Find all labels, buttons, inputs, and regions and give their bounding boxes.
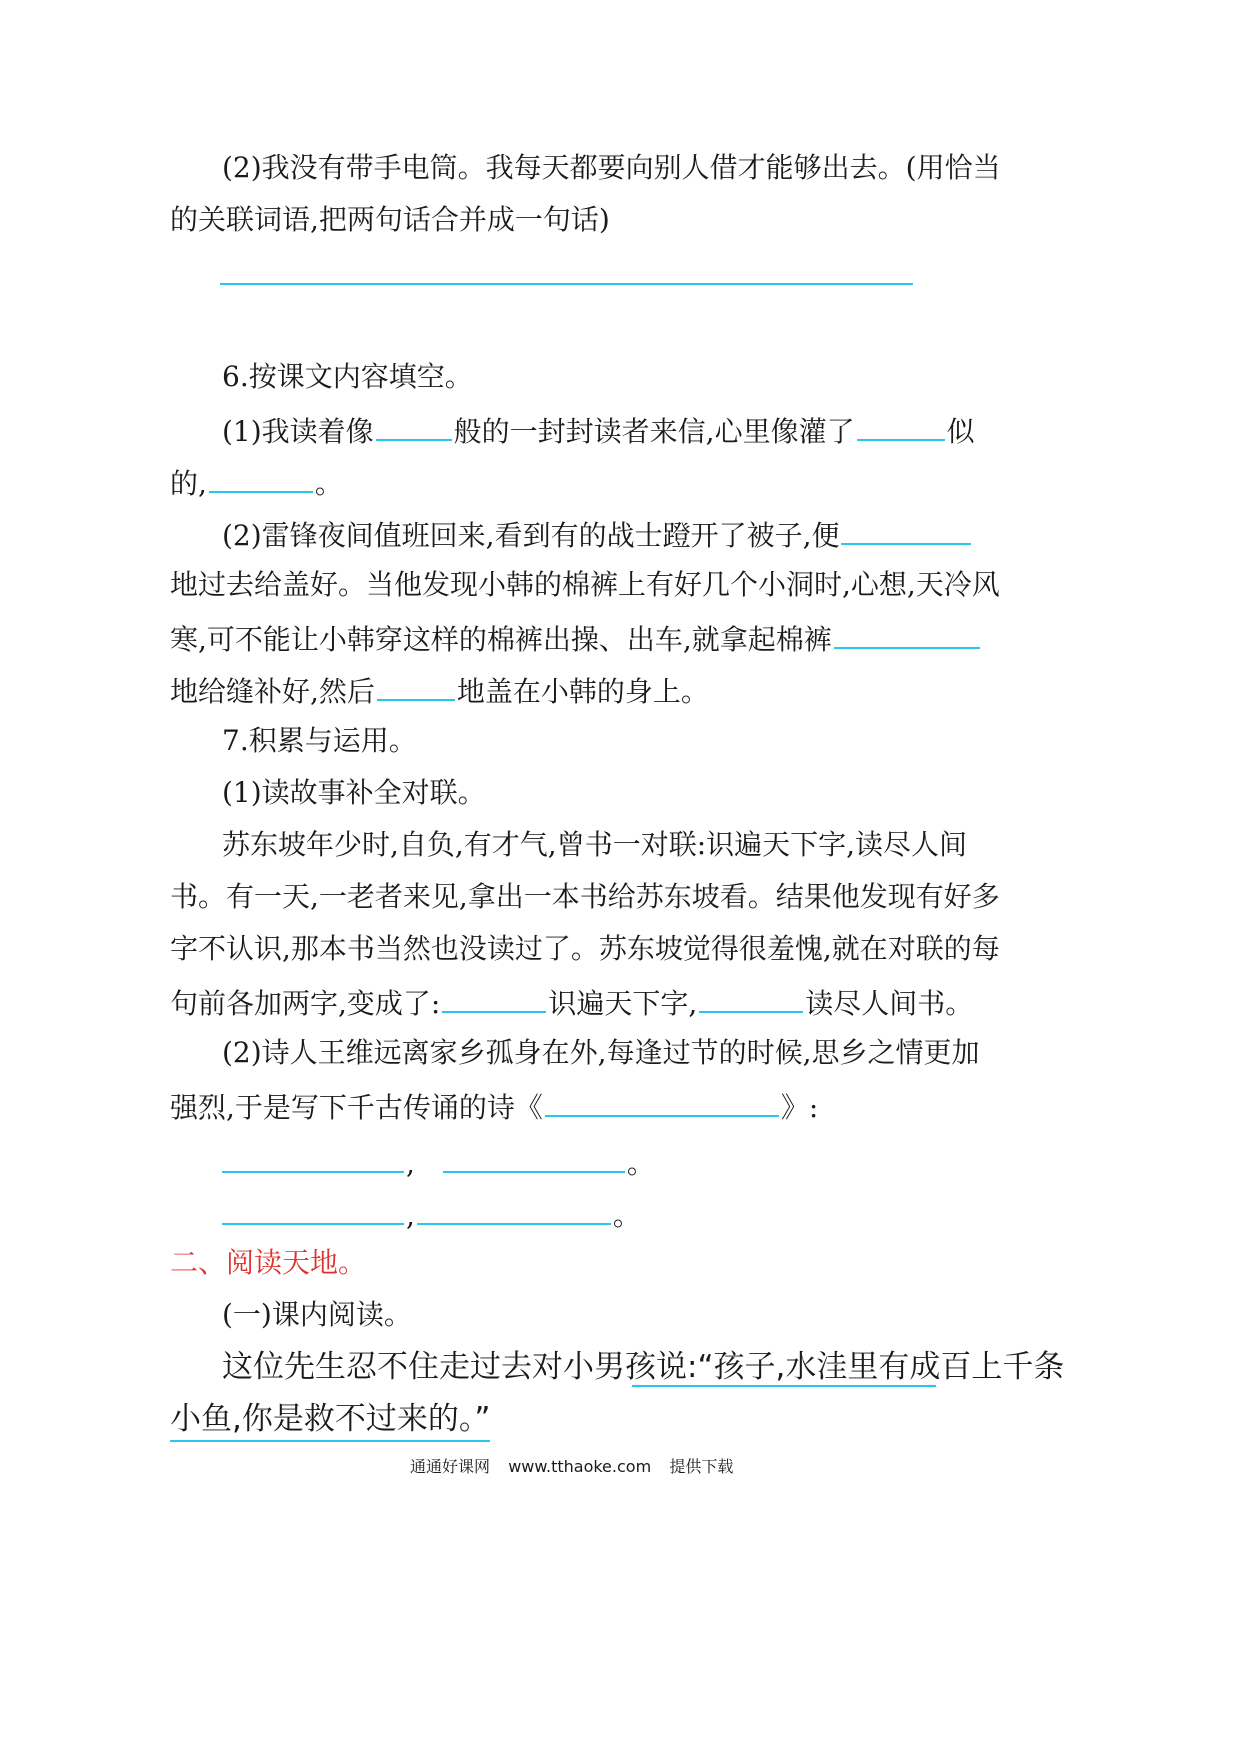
answer-line[interactable] xyxy=(220,283,913,285)
fill-blank[interactable] xyxy=(222,1193,404,1225)
passage-text-2: 小鱼,你是救不过来的。” xyxy=(170,1401,490,1442)
q6-1-line-1 xyxy=(222,409,975,452)
passage-line-2 xyxy=(170,1399,490,1439)
q6-1-text-b: 般的一封封读者来信,心里像灌了 xyxy=(453,415,855,448)
q6-2-line-4 xyxy=(170,669,709,712)
fill-blank[interactable] xyxy=(834,617,980,649)
story-text-c: 读尽人间书。 xyxy=(805,987,974,1020)
passage-underline xyxy=(632,1385,936,1387)
poem-line-1 xyxy=(220,1141,655,1184)
footer-note: 提供下载 xyxy=(669,1457,734,1476)
fill-blank[interactable] xyxy=(443,1141,625,1173)
story-line-4 xyxy=(170,981,973,1024)
fill-blank[interactable] xyxy=(222,1141,404,1173)
q6-2-text-a: (2)雷锋夜间值班回来,看到有的战士蹬开了被子,便 xyxy=(222,519,840,552)
section-2-subheading: (一)课内阅读。 xyxy=(222,1298,412,1331)
poem-line-2 xyxy=(220,1193,641,1236)
fill-blank[interactable] xyxy=(376,409,452,441)
story-line-3: 字不认识,那本书当然也没读过了。苏东坡觉得很羞愧,就在对联的每 xyxy=(170,932,1000,965)
q6-2-text-e: 地盖在小韩的身上。 xyxy=(456,675,709,708)
q6-title: 6.按课文内容填空。 xyxy=(222,360,473,393)
fill-blank[interactable] xyxy=(209,461,313,493)
passage-line-1 xyxy=(222,1347,1064,1387)
fill-blank[interactable] xyxy=(857,409,945,441)
passage-text-1: 这位先生忍不住走过去对小男孩说:“孩子,水洼里有成百上千条 xyxy=(222,1349,1065,1385)
poem-period: 。 xyxy=(612,1199,641,1232)
section-2-heading: 二、阅读天地。 xyxy=(170,1246,367,1279)
q7-2-text-b: 》: xyxy=(780,1091,819,1124)
fill-blank[interactable] xyxy=(377,669,455,701)
q7-2-line-2 xyxy=(170,1085,818,1128)
footer-url[interactable]: www.tthaoke.com xyxy=(508,1457,652,1476)
q7-1-title: (1)读故事补全对联。 xyxy=(222,776,486,809)
poem-period: 。 xyxy=(626,1147,655,1180)
q5-2-line-1: (2)我没有带手电筒。我每天都要向别人借才能够出去。(用恰当 xyxy=(222,151,1001,184)
story-line-1: 苏东坡年少时,自负,有才气,曾书一对联:识遍天下字,读尽人间 xyxy=(222,828,968,861)
q6-2-line-1 xyxy=(222,513,973,556)
fill-blank[interactable] xyxy=(841,513,971,545)
q6-1-text-d: 的, xyxy=(170,467,207,500)
poem-title-blank[interactable] xyxy=(545,1085,779,1117)
q6-2-text-d: 地给缝补好,然后 xyxy=(170,675,375,708)
q5-2-line-2: 的关联词语,把两句话合并成一句话) xyxy=(170,203,610,236)
q6-1-text-c: 似 xyxy=(946,415,975,448)
poem-comma: , xyxy=(406,1147,415,1180)
story-text-a: 句前各加两字,变成了: xyxy=(170,987,441,1020)
q6-1-text-a: (1)我读着像 xyxy=(222,415,374,448)
q7-2-line-1: (2)诗人王维远离家乡孤身在外,每逢过节的时候,思乡之情更加 xyxy=(222,1036,980,1069)
q7-2-text-a: 强烈,于是写下千古传诵的诗《 xyxy=(170,1091,543,1124)
fill-blank[interactable] xyxy=(442,981,546,1013)
footer-site: 通通好课网 xyxy=(410,1457,491,1476)
q6-2-text-c: 寒,可不能让小韩穿这样的棉裤出操、出车,就拿起棉裤 xyxy=(170,623,832,656)
q6-1-text-e: 。 xyxy=(314,467,343,500)
q7-title: 7.积累与运用。 xyxy=(222,724,417,757)
fill-blank[interactable] xyxy=(699,981,803,1013)
fill-blank[interactable] xyxy=(417,1193,611,1225)
q6-2-line-3 xyxy=(170,617,982,660)
footer xyxy=(410,1456,733,1478)
story-line-2: 书。有一天,一老者来见,拿出一本书给苏东坡看。结果他发现有好多 xyxy=(170,880,1000,913)
q6-2-line-2: 地过去给盖好。当他发现小韩的棉裤上有好几个小洞时,心想,天冷风 xyxy=(170,568,1000,601)
q6-1-line-2 xyxy=(170,461,343,504)
poem-comma: , xyxy=(406,1199,415,1232)
story-text-b: 识遍天下字, xyxy=(548,987,698,1020)
